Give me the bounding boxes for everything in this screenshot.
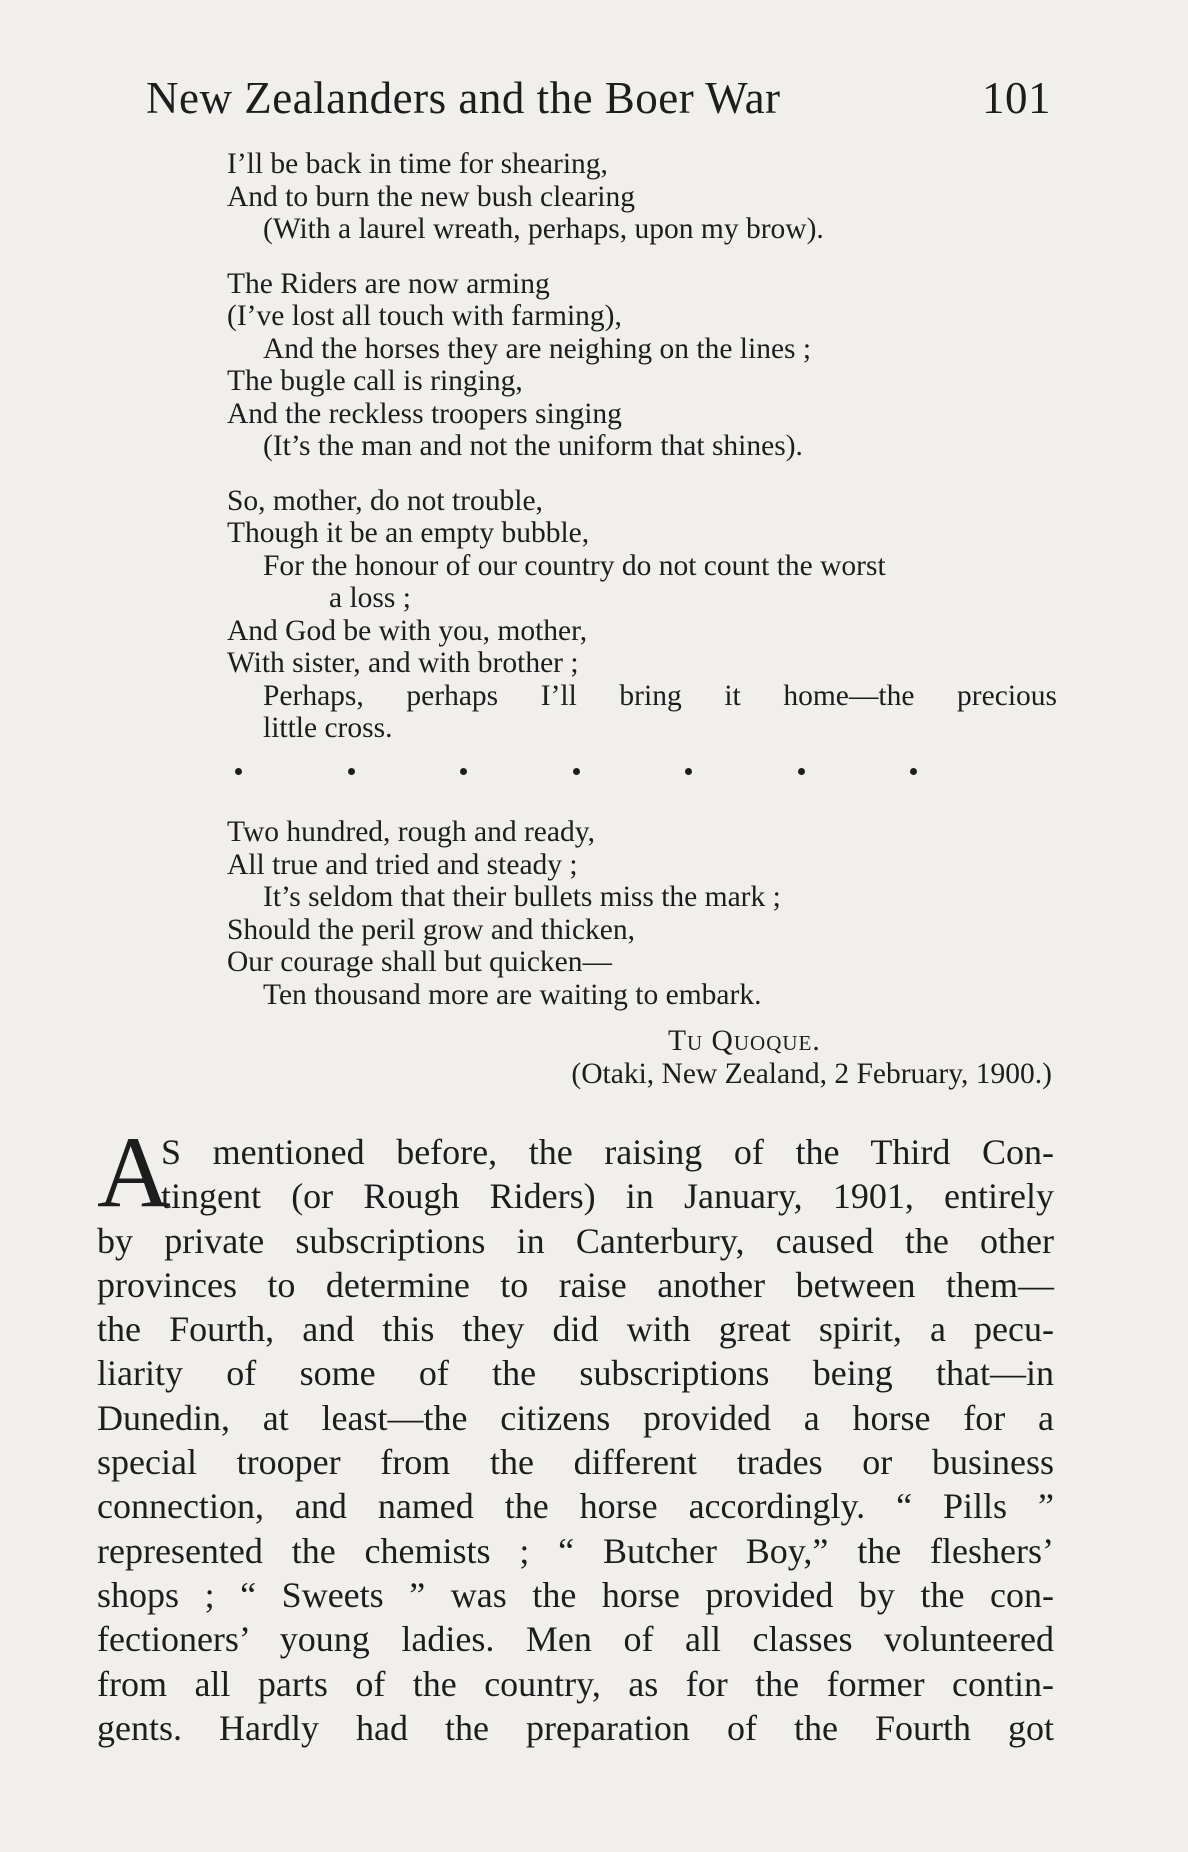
ellipsis-dot — [910, 768, 917, 775]
ellipsis-dot — [573, 768, 580, 775]
poem-line: Though it be an empty bubble, — [227, 517, 590, 549]
body-line: liarity of some of the subscriptions being that—in — [97, 1353, 1054, 1394]
poem-line: So, mother, do not trouble, — [227, 484, 543, 517]
poem-line: Two hundred, rough and ready, — [227, 816, 595, 848]
body-line: gents. Hardly had the preparation of the Fourth got — [97, 1707, 1054, 1748]
body-line: S mentioned before, the raising of the Third Con- — [161, 1132, 1054, 1172]
poem-line: (I’ve lost all touch with farming), — [227, 300, 622, 332]
poem-line: With sister, and with brother ; — [227, 647, 579, 679]
poem-line: a loss ; — [329, 582, 411, 614]
page-number: 101 — [982, 73, 1051, 123]
poem-line: I’ll be back in time for shearing, — [227, 148, 608, 180]
stanza-ellipsis — [235, 768, 915, 788]
ellipsis-dot — [235, 768, 242, 775]
poem-line: Perhaps, perhaps I’ll bring it home—the precious — [263, 679, 1057, 712]
poem-line: The Riders are now arming — [227, 267, 550, 300]
body-line: connection, and named the horse accordingly. “ Pills ” — [97, 1486, 1054, 1527]
poem-line: (With a laurel wreath, perhaps, upon my brow). — [263, 213, 824, 245]
poem-line: Our courage shall but quicken— — [227, 946, 613, 978]
ellipsis-dot — [798, 768, 805, 775]
poem-line: It’s seldom that their bullets miss the mark ; — [263, 881, 781, 913]
poem-line: The bugle call is ringing, — [227, 365, 523, 397]
poem-line: All true and tried and steady ; — [227, 848, 578, 881]
body-line: Dunedin, at least—the citizens provided a horse for a — [97, 1397, 1054, 1438]
poem-final-stanza — [227, 816, 1057, 1011]
poem-place-date: (Otaki, New Zealand, 2 February, 1900.) — [571, 1058, 1052, 1090]
poem-line: And the horses they are neighing on the lines ; — [263, 332, 812, 365]
body-line: provinces to determine to raise another between them— — [97, 1264, 1054, 1305]
poem-line: Ten thousand more are waiting to embark. — [263, 978, 762, 1011]
stanza-break — [227, 246, 1057, 268]
body-line: tingent (or Rough Riders) in January, 1901, entirely — [161, 1176, 1054, 1217]
body-line: the Fourth, and this they did with great spirit, a pecu- — [97, 1309, 1054, 1350]
poem-line: For the honour of our country do not count the worst — [263, 549, 886, 582]
body-line: fectioners’ young ladies. Men of all classes volunteered — [97, 1619, 1054, 1660]
poem-line: And God be with you, mother, — [227, 614, 588, 647]
poem-line: Should the peril grow and thicken, — [227, 913, 636, 946]
body-paragraph — [97, 1116, 1054, 1750]
ellipsis-dot — [460, 768, 467, 775]
running-head-title: New Zealanders and the Boer War — [146, 73, 781, 123]
poem-line: (It’s the man and not the uniform that shines). — [263, 430, 803, 462]
ellipsis-dot — [685, 768, 692, 775]
body-line: by private subscriptions in Canterbury, caused the other — [97, 1220, 1054, 1261]
ellipsis-dot — [348, 768, 355, 775]
stanza-break — [227, 463, 1057, 485]
poem-line: And to burn the new bush clearing — [227, 180, 635, 213]
running-head — [146, 68, 1051, 128]
poem — [227, 148, 1057, 745]
drop-cap: A — [97, 1116, 171, 1229]
poem-author: Tu Quoque. — [668, 1025, 821, 1057]
poem-line: And the reckless troopers singing — [227, 397, 622, 430]
poem-line: little cross. — [263, 712, 393, 744]
body-line: from all parts of the country, as for the former contin- — [97, 1663, 1054, 1704]
body-line: shops ; “ Sweets ” was the horse provided by the con- — [97, 1574, 1054, 1615]
body-line: special trooper from the different trades or business — [97, 1442, 1054, 1483]
body-line: represented the chemists ; “ Butcher Boy,” the fleshers’ — [97, 1530, 1054, 1571]
